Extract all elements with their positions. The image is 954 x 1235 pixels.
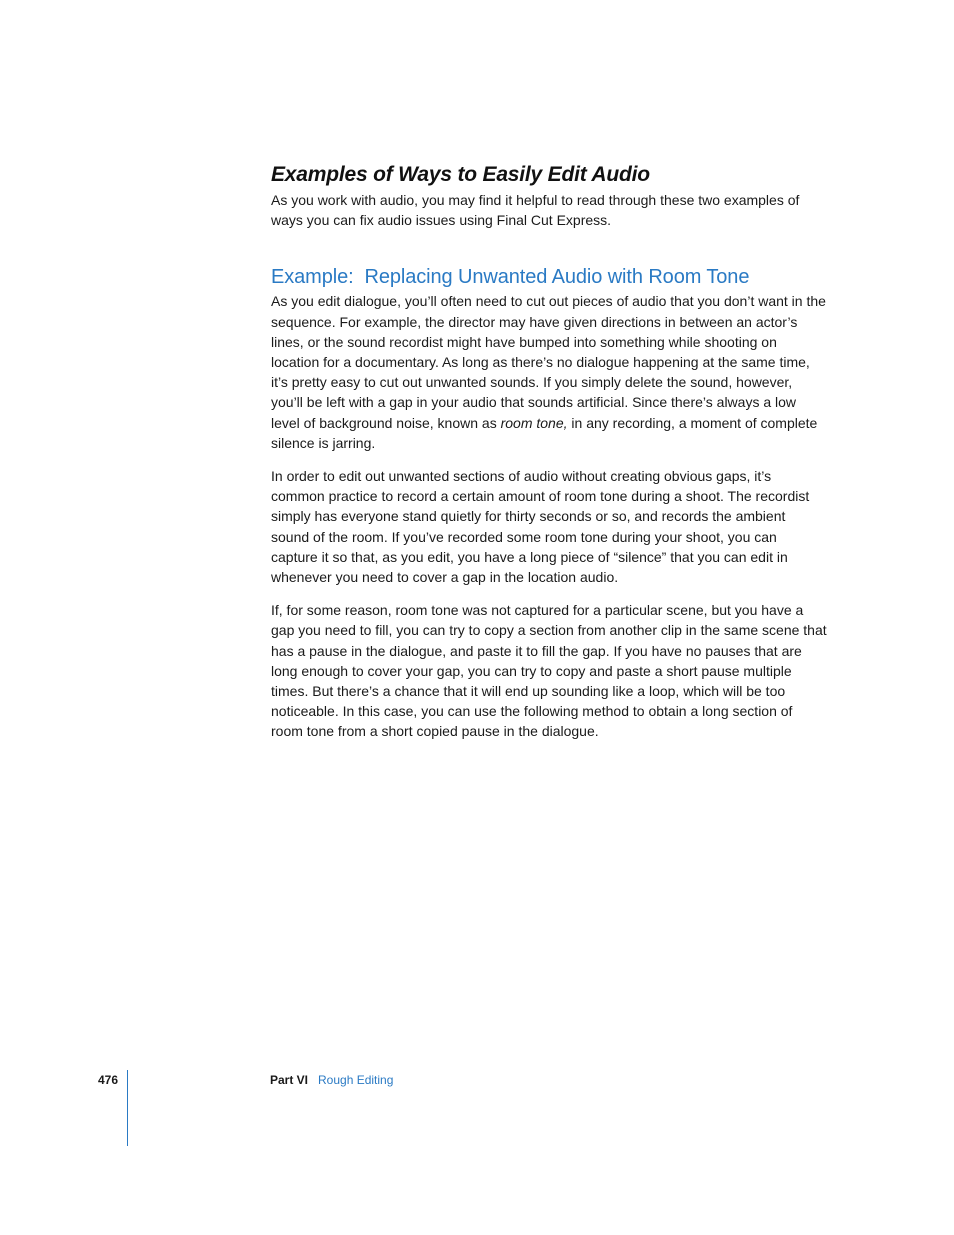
page-content xyxy=(271,160,827,742)
page-number: 476 xyxy=(98,1073,119,1087)
footer-part-title: Rough Editing xyxy=(318,1073,394,1087)
paragraph-text: in any recording, a moment of complete silence is jarring. xyxy=(271,414,818,451)
footer-part-label: Part VI xyxy=(270,1073,309,1087)
paragraph-text: As you edit dialogue, you’ll often need to cut out pieces of audio that you don’t want in the sequence. For example, the director may have given directions in between an actor’s lines, or the sound recordist might have bumped into something while shooting on location for a documentary. As long as there’s no dialogue happening at the same time, it’s pretty easy to cut out unwanted sounds. If you simply delete the sound, however, you’ll be left with a gap in your audio that sounds artificial. Since there’s always a low level of background noise, known as xyxy=(271,293,826,431)
page-heading: Examples of Ways to Easily Edit Audio xyxy=(271,163,650,186)
section-heading: Example: Replacing Unwanted Audio with Room Tone xyxy=(271,266,750,289)
section-paragraph-3: If, for some reason, room tone was not captured for a particular scene, but you have a gap you need to fill, you can try to copy a section from another clip in the same scene that has a pause in the dialogue, and paste it to fill the gap. If you have no pauses that are long enough to cover your gap, you can try to copy and paste a short pause multiple times. But there’s a chance that it will end up sounding like a loop, which will be too noticeable. In this case, you can use the following method to obtain a long section of room tone from a short copied pause in the dialogue. xyxy=(271,602,827,740)
intro-paragraph: As you work with audio, you may find it helpful to read through these two examples of ways you can fix audio issues using Final Cut Express. xyxy=(271,192,800,229)
section-paragraph-1 xyxy=(271,291,827,453)
footer-divider xyxy=(127,1070,128,1146)
section-paragraph-2: In order to edit out unwanted sections of audio without creating obvious gaps, it’s common practice to record a certain amount of room tone during a shoot. The recordist simply has everyone stand quietly for thirty seconds or so, and records the ambient sound of the room. If you’ve recorded some room tone during your shoot, you can capture it so that, as you edit, you have a long piece of “silence” that you can edit in whenever you need to cover a gap in the location audio. xyxy=(271,468,810,586)
emphasis-term: room tone, xyxy=(500,414,568,431)
section-body xyxy=(271,291,827,741)
footer-part xyxy=(270,1073,393,1087)
